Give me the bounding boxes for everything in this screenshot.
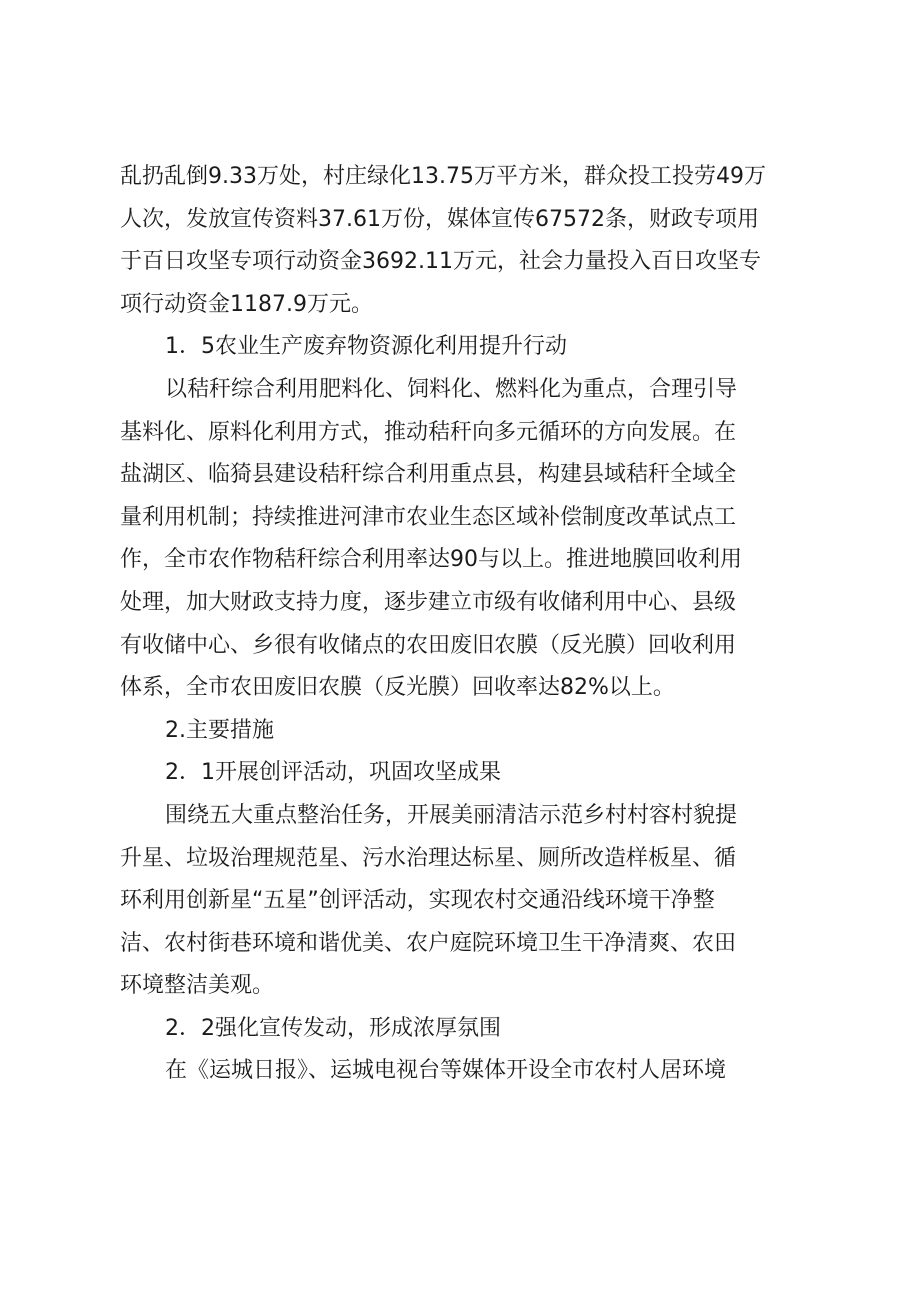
text-line: 以秸秆综合利用肥料化、饲料化、燃料化为重点，合理引导	[165, 376, 738, 402]
text-line: 体系，全市农田废旧农膜（反光膜）回收率达82%以上。	[120, 675, 675, 701]
text-line: 基料化、原料化利用方式，推动秸秆向多元循环的方向发展。在	[120, 419, 737, 445]
text-line: 洁、农村街巷环境和谐优美、农户庭院环境卫生干净清爽、农田	[120, 930, 737, 956]
text-line: 环利用创新星“五星”创评活动，实现农村交通沿线环境干净整	[120, 888, 715, 914]
paragraph-straw-utilization	[120, 369, 800, 710]
section-heading-2-1: 2．1开展创评活动，巩固攻坚成果	[165, 760, 501, 786]
text-line: 环境整洁美观。	[120, 973, 275, 999]
paragraph-results-summary	[120, 156, 800, 326]
paragraph-publicity	[120, 1050, 800, 1093]
text-line: 人次，发放宣传资料37.61万份，媒体宣传67572条，财政专项用	[120, 206, 759, 232]
text-line: 于百日攻坚专项行动资金3692.11万元，社会力量投入百日攻坚专	[120, 249, 761, 275]
text-line: 量利用机制；持续推进河津市农业生态区域补偿制度改革试点工	[120, 504, 737, 530]
text-line: 项行动资金1187.9万元。	[120, 291, 373, 317]
text-line: 有收储中心、乡很有收储点的农田废旧农膜（反光膜）回收利用	[120, 632, 737, 658]
text-line: 在《运城日报》、运城电视台等媒体开设全市农村人居环境	[165, 1058, 727, 1084]
text-line: 处理，加大财政支持力度，逐步建立市级有收储利用中心、县级	[120, 589, 737, 615]
text-line: 升星、垃圾治理规范星、污水治理达标星、厕所改造样板星、循	[120, 845, 737, 871]
section-heading-1-5: 1．5农业生产废弃物资源化利用提升行动	[165, 334, 567, 360]
section-heading-2: 2.主要措施	[165, 717, 274, 743]
text-line: 盐湖区、临猗县建设秸秆综合利用重点县，构建县域秸秆全域全	[120, 462, 737, 488]
text-line: 乱扔乱倒9.33万处，村庄绿化13.75万平方米，群众投工投劳49万	[120, 164, 766, 189]
paragraph-five-star-campaign	[120, 795, 800, 1008]
text-line: 作，全市农作物秸秆综合利用率达90与以上。推进地膜回收利用	[120, 547, 742, 573]
section-heading-2-2: 2．2强化宣传发动，形成浓厚氛围	[165, 1015, 501, 1041]
text-line: 围绕五大重点整治任务，开展美丽清洁示范乡村村容村貌提	[165, 802, 738, 828]
document-body	[120, 156, 800, 1093]
